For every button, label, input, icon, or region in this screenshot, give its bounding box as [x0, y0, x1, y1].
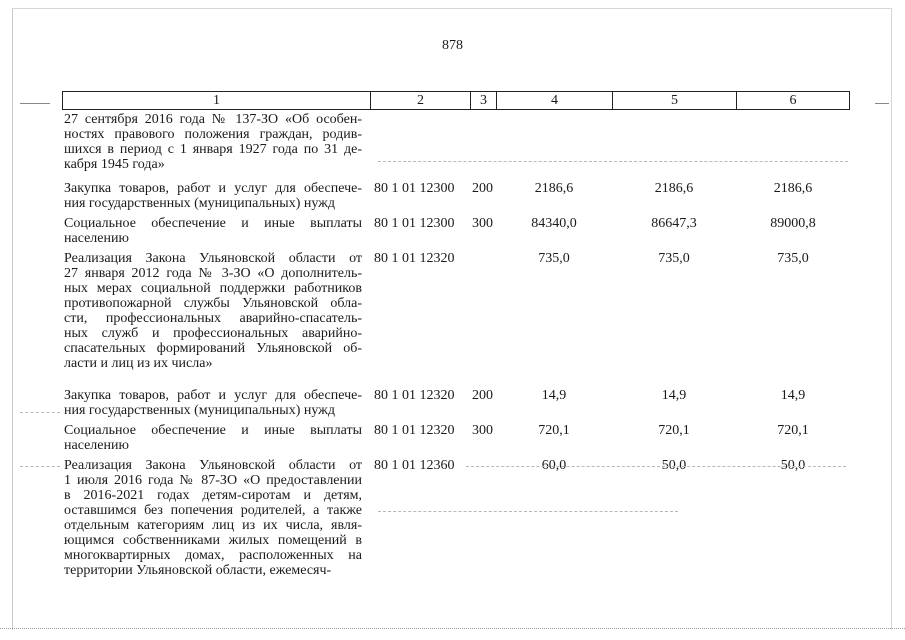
- desc-line: Реализация Закона Ульяновской области от: [64, 458, 362, 473]
- row-value-col6: 735,0: [777, 251, 809, 266]
- row-expense-type: 200: [472, 181, 493, 196]
- desc-line: ния государственных (муниципальных) нужд: [64, 196, 335, 211]
- row-value-col5: 86647,3: [651, 216, 697, 231]
- row-description: [64, 112, 362, 172]
- right-margin-dash: [875, 103, 889, 104]
- desc-line: 27 сентября 2016 года № 137-ЗО «Об особен-: [64, 112, 362, 127]
- scan-artifact-line: [20, 412, 60, 414]
- row-expense-type: 200: [472, 388, 493, 403]
- row-code: 80 1 01 12300: [374, 216, 455, 231]
- row-value-col4: 735,0: [538, 251, 570, 266]
- desc-line: в 2016-2021 годах детям-сиротам и детям,: [64, 488, 362, 503]
- row-expense-type: 300: [472, 216, 493, 231]
- desc-line: сти, профессиональных аварийно-спасатель-: [64, 311, 362, 326]
- row-value-col4: 720,1: [538, 423, 570, 438]
- header-col-1: 1: [63, 92, 371, 109]
- row-value-col5: 735,0: [658, 251, 690, 266]
- desc-line: 27 января 2012 года № 3-ЗО «О дополнитель-: [64, 266, 362, 281]
- row-value-col5: 50,0: [661, 458, 687, 473]
- row-value-col5: 14,9: [661, 388, 687, 403]
- desc-line: шихся в период с 1 января 1927 года по 31 де-: [64, 142, 362, 157]
- scan-artifact-line: [466, 466, 846, 468]
- left-margin-dash: [20, 103, 50, 104]
- scan-artifact-line: [378, 511, 678, 513]
- desc-line: Реализация Закона Ульяновской области от: [64, 251, 362, 266]
- scan-artifact-line: [20, 466, 60, 468]
- desc-line: Социальное обеспечение и иные выплаты: [64, 423, 362, 438]
- scan-artifact-line: [378, 161, 848, 163]
- desc-line: ных служб и профессиональных аварийно-: [64, 326, 362, 341]
- row-value-col6: 2186,6: [773, 181, 813, 196]
- row-description: [64, 458, 362, 578]
- row-code: 80 1 01 12360: [374, 458, 455, 473]
- row-code: 80 1 01 12320: [374, 388, 455, 403]
- desc-line: Социальное обеспечение и иные выплаты: [64, 216, 362, 231]
- row-value-col6: 720,1: [777, 423, 809, 438]
- row-expense-type: 300: [472, 423, 493, 438]
- row-code: 80 1 01 12320: [374, 251, 455, 266]
- row-value-col6: 89000,8: [770, 216, 816, 231]
- desc-line: населению: [64, 438, 129, 453]
- row-value-col6: 50,0: [780, 458, 806, 473]
- page-number: 878: [442, 38, 463, 53]
- desc-line: ностях правового положения граждан, родив-: [64, 127, 362, 142]
- desc-line: отдельным категориям лиц из их числа, явля-: [64, 518, 362, 533]
- desc-line: спасательных формирований Ульяновской об-: [64, 341, 362, 356]
- desc-line: населению: [64, 231, 129, 246]
- header-col-6: 6: [789, 93, 797, 108]
- desc-line: противопожарной службы Ульяновской обла-: [64, 296, 362, 311]
- scan-artifact-bottom: [0, 628, 905, 630]
- row-value-col4: 14,9: [541, 388, 567, 403]
- row-value-col4: 84340,0: [531, 216, 577, 231]
- row-value-col6: 14,9: [780, 388, 806, 403]
- desc-line: ласти и лиц из их числа»: [64, 356, 213, 371]
- row-description: [64, 181, 362, 211]
- row-value-col5: 720,1: [658, 423, 690, 438]
- row-value-col4: 60,0: [541, 458, 567, 473]
- desc-line: 1 июля 2016 года № 87-ЗО «О предоставлении: [64, 473, 362, 488]
- desc-line: кабря 1945 года»: [64, 157, 165, 172]
- header-col-5: 5: [613, 92, 737, 109]
- row-description: [64, 388, 362, 418]
- desc-line: ния государственных (муниципальных) нужд: [64, 403, 335, 418]
- header-col-4: 4: [497, 92, 613, 109]
- row-description: [64, 216, 362, 246]
- row-value-col5: 2186,6: [654, 181, 694, 196]
- desc-line: территории Ульяновской области, ежемесяч-: [64, 563, 332, 578]
- desc-line: Закупка товаров, работ и услуг для обеспече-: [64, 181, 362, 196]
- desc-line: Закупка товаров, работ и услуг для обеспече-: [64, 388, 362, 403]
- header-col-3: 3: [471, 92, 497, 109]
- row-description: [64, 251, 362, 371]
- row-description: [64, 423, 362, 453]
- row-code: 80 1 01 12320: [374, 423, 455, 438]
- desc-line: оставшимся без попечения родителей, а также: [64, 503, 362, 518]
- header-col-2: 2: [371, 92, 471, 109]
- desc-line: многоквартирных домах, расположенных на: [64, 548, 362, 563]
- desc-line: ющимся собственниками жилых помещений в: [64, 533, 362, 548]
- row-value-col4: 2186,6: [534, 181, 574, 196]
- desc-line: ных мерах социальной поддержки работников: [64, 281, 362, 296]
- table-header-row: [62, 91, 850, 110]
- row-code: 80 1 01 12300: [374, 181, 455, 196]
